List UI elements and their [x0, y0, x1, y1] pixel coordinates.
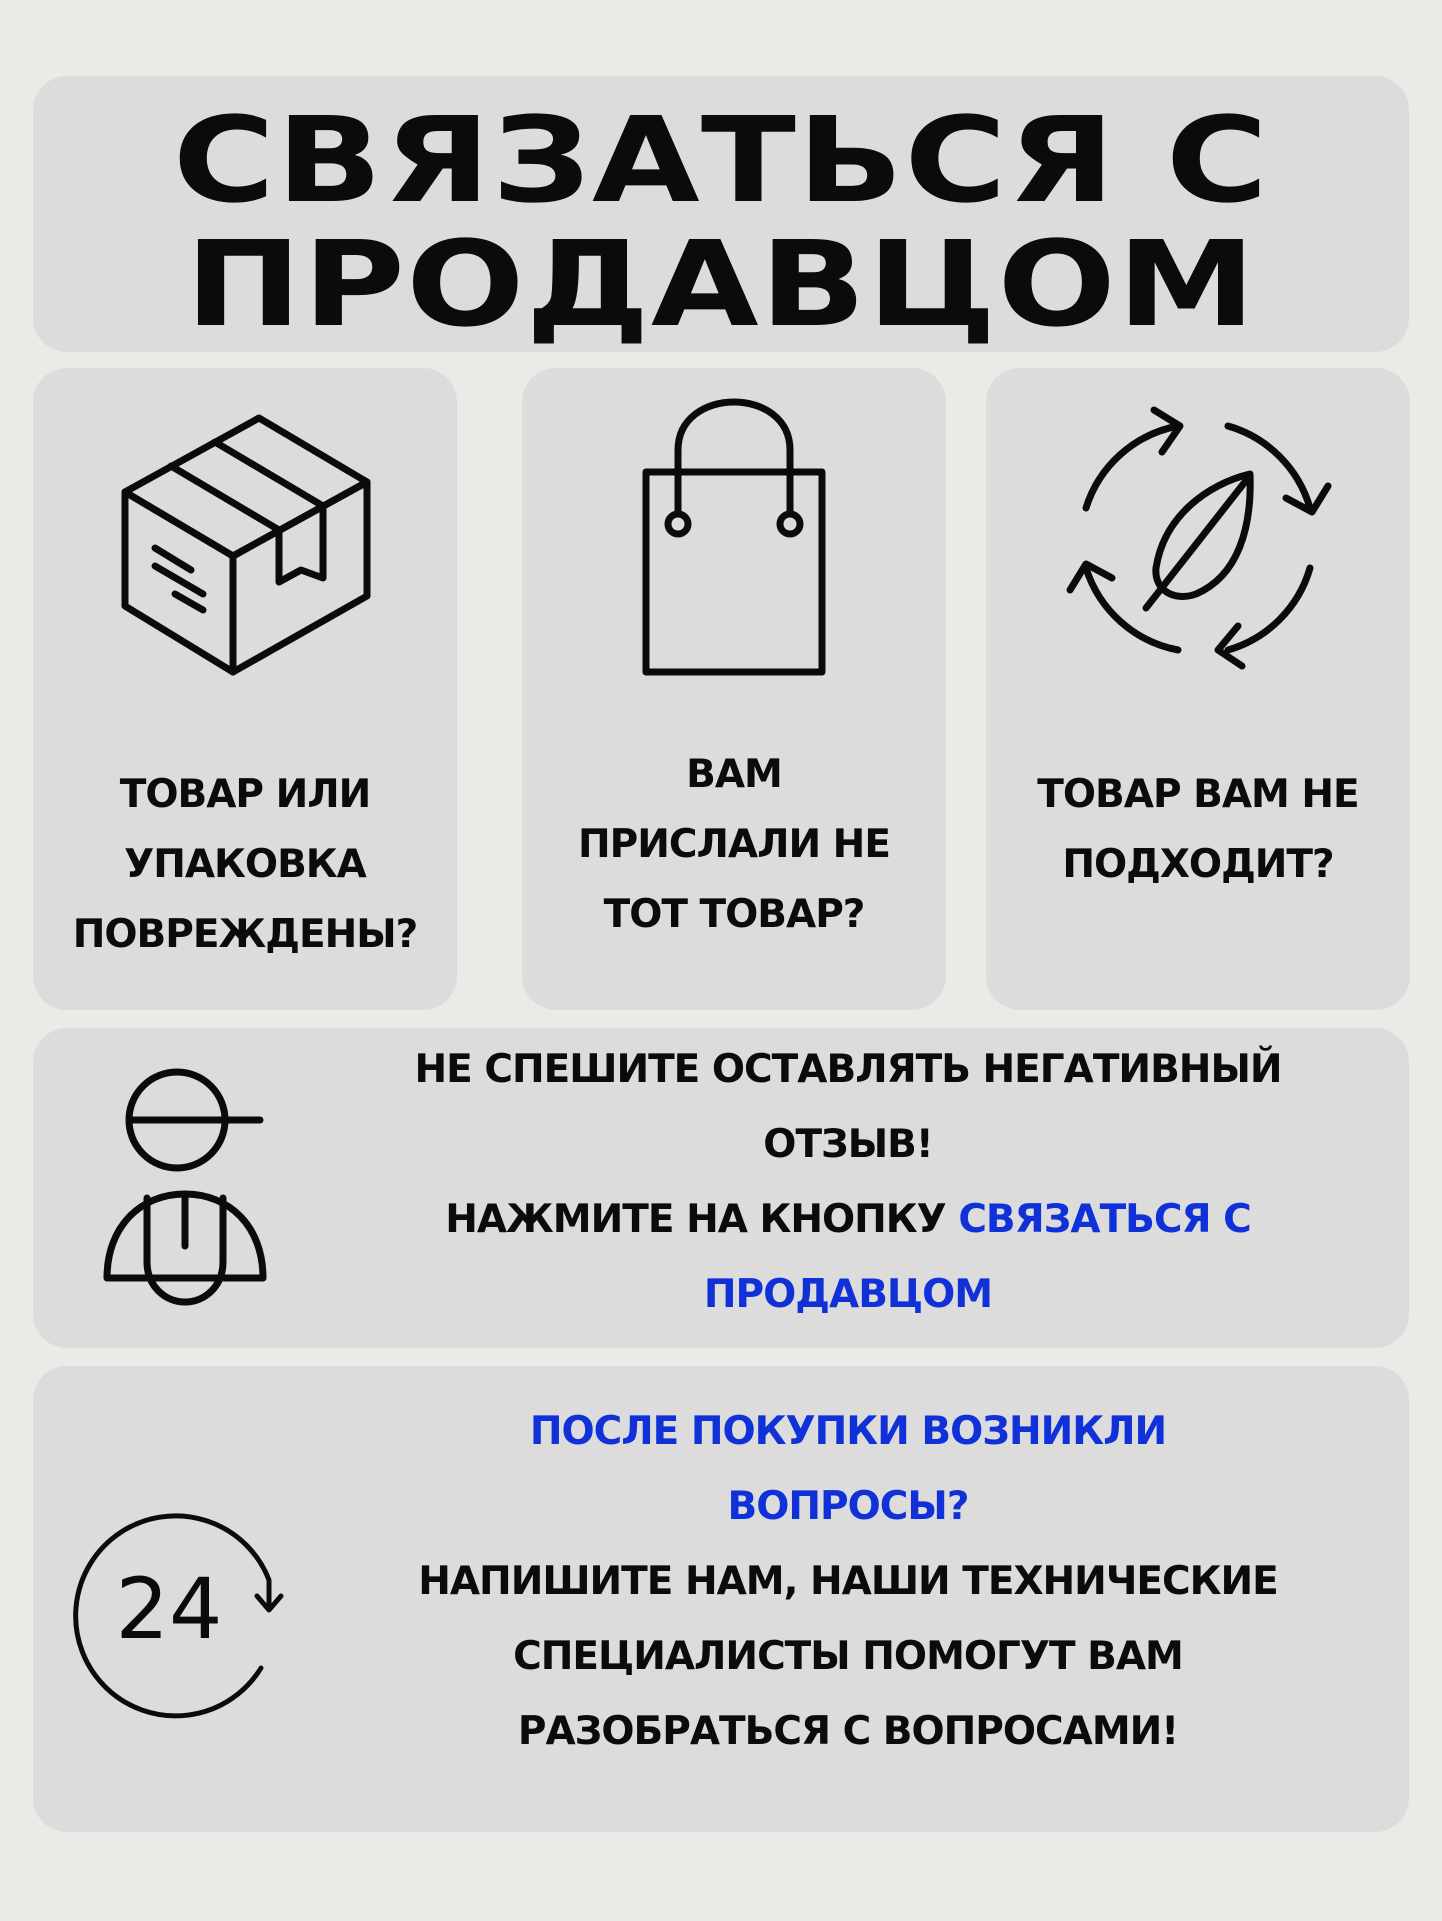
page-title — [0, 91, 1442, 353]
package-box-icon — [115, 400, 375, 680]
courier-person-icon — [85, 1066, 285, 1316]
contact-seller-link: СВЯЗАТЬСЯ С — [958, 1197, 1251, 1242]
title-line-1: СВЯЗАТЬСЯ С — [172, 91, 1270, 229]
support-panel — [33, 1366, 1409, 1832]
card-damaged-package — [33, 368, 457, 1010]
notice-action-line: НАЖМИТЕ НА КНОПКУ СВЯЗАТЬСЯ С — [445, 1197, 1251, 1242]
svg-text:24: 24 — [115, 1560, 223, 1658]
notice-panel — [33, 1028, 1409, 1348]
card-wrong-item-text: ВАМ ПРИСЛАЛИ НЕ ТОТ ТОВАР? — [578, 752, 890, 937]
support-text: ПОСЛЕ ПОКУПКИ ВОЗНИКЛИ ВОПРОСЫ? НАПИШИТЕ НАМ, НАШИ ТЕХНИЧЕСКИЕ СПЕЦИАЛИСТЫ ПОМОГУТ ВАМ РАЗОБРАТЬСЯ С ВОПРОСАМИ! — [418, 1409, 1278, 1754]
leaf-cycle-icon — [1058, 398, 1338, 678]
card-wrong-item — [522, 368, 946, 1010]
card-not-suitable — [986, 368, 1410, 1010]
title-line-2: ПРОДАВЦОМ — [185, 215, 1257, 353]
support-24-icon — [55, 1478, 355, 1758]
notice-text: НЕ СПЕШИТЕ ОСТАВЛЯТЬ НЕГАТИВНЫЙ ОТЗЫВ! НАЖМИТЕ НА КНОПКУ СВЯЗАТЬСЯ С ПРОДАВЦОМ — [323, 1032, 1373, 1332]
card-damaged-package-text: ТОВАР ИЛИ УПАКОВКА ПОВРЕЖДЕНЫ? — [72, 772, 418, 957]
shopping-bag-icon — [636, 390, 832, 680]
title-panel — [33, 76, 1409, 352]
card-not-suitable-text: ТОВАР ВАМ НЕ ПОДХОДИТ? — [1037, 772, 1359, 887]
